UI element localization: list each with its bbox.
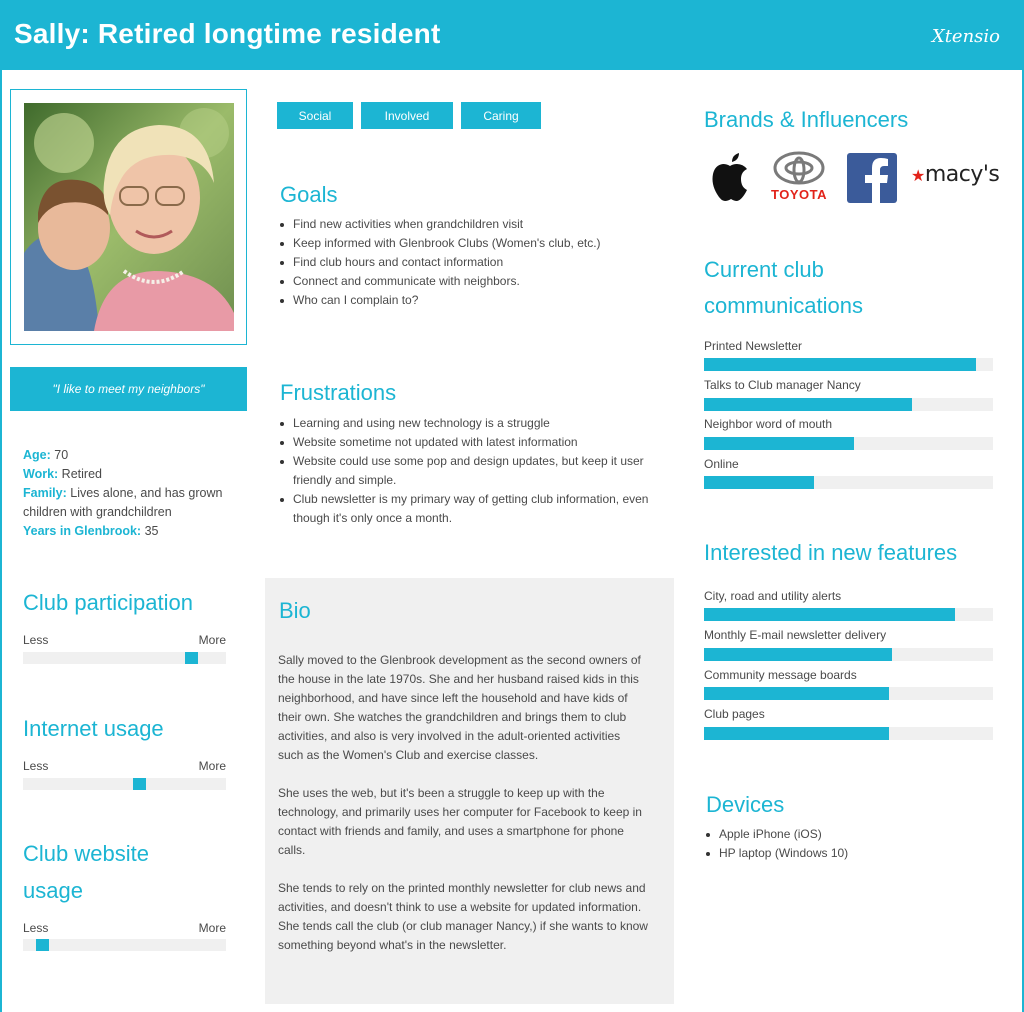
club-participation-track	[23, 652, 226, 664]
communications-title: Current club communications	[704, 257, 863, 318]
fact-age-label: Age:	[23, 448, 51, 462]
internet-usage-title: Internet usage	[23, 716, 164, 741]
bio-text	[278, 651, 648, 974]
club-website-usage-track	[23, 939, 226, 951]
features-title: Interested in new features	[704, 540, 958, 565]
fact-age	[23, 446, 243, 465]
internet-usage-track	[23, 778, 226, 790]
apple-logo-icon	[709, 150, 755, 206]
bio-title: Bio	[279, 598, 311, 623]
fact-years-value: 35	[144, 524, 159, 538]
fact-work-value: Retired	[61, 467, 102, 481]
scale-less-label: Less	[23, 759, 49, 773]
bio-paragraph: She tends to rely on the printed monthly newsletter for club news and activities, and doesn't think to use a website for updated information. She tends call the club (or club manager Nancy,) if she wants to know something beyond what's in the newsletter.	[278, 881, 648, 952]
feature-label-alerts: City, road and utility alerts	[704, 589, 842, 603]
frustrations-title: Frustrations	[280, 380, 397, 405]
goals-list	[277, 215, 667, 310]
list-item: Apple iPhone (iOS)	[703, 825, 983, 844]
list-item: Website could use some pop and design updates, but keep it user friendly and simple.	[277, 452, 669, 490]
comm-label-talks-to-manager: Talks to Club manager Nancy	[704, 378, 861, 392]
scale-less-label: Less	[23, 633, 49, 647]
fact-work-label: Work:	[23, 467, 59, 481]
goals-title: Goals	[280, 182, 338, 207]
comm-bar-fill	[704, 437, 854, 450]
scale-more-label: More	[198, 921, 226, 935]
comm-label-online: Online	[704, 457, 739, 471]
persona-quote: "I like to meet my neighbors"	[10, 367, 247, 411]
brand-logos	[705, 150, 1000, 206]
feature-label-club-pages: Club pages	[704, 707, 765, 721]
macys-star-icon: ★	[911, 166, 925, 185]
fact-family-value: Lives alone, and has grown children with grandchildren	[23, 486, 223, 519]
toyota-logo	[767, 150, 831, 206]
comm-bar-fill	[704, 476, 814, 489]
bio-panel	[265, 578, 674, 1004]
club-participation-knob[interactable]	[185, 652, 198, 664]
scale-more-label: More	[198, 759, 226, 773]
toyota-wordmark: TOYOTA	[771, 187, 827, 202]
facebook-logo-icon	[847, 150, 897, 206]
club-participation-title: Club participation	[23, 590, 193, 615]
persona-facts	[23, 446, 243, 541]
comm-bar-fill	[704, 358, 976, 371]
comm-bar-track	[704, 358, 993, 371]
list-item: Find club hours and contact information	[277, 253, 667, 272]
xtensio-logo[interactable]: Xtensio	[931, 26, 1000, 47]
list-item: Find new activities when grandchildren visit	[277, 215, 667, 234]
frustrations-list	[277, 414, 669, 528]
club-participation-scale	[23, 633, 226, 647]
list-item: Club newsletter is my primary way of getting club information, even though it's only once a month.	[277, 490, 669, 528]
fact-work	[23, 465, 243, 484]
scale-more-label: More	[198, 633, 226, 647]
devices-title: Devices	[706, 792, 785, 817]
comm-label-printed-newsletter: Printed Newsletter	[704, 339, 803, 353]
feature-bar-track	[704, 648, 993, 661]
comm-bar-track	[704, 437, 993, 450]
feature-label-message-boards: Community message boards	[704, 668, 857, 682]
comm-bar-track	[704, 476, 993, 489]
list-item: Keep informed with Glenbrook Clubs (Women's club, etc.)	[277, 234, 667, 253]
feature-bar-track	[704, 727, 993, 740]
feature-label-email-newsletter: Monthly E-mail newsletter delivery	[704, 628, 887, 642]
persona-tags	[277, 102, 541, 129]
bio-paragraph: She uses the web, but it's been a struggle to keep up with the technology, and primarily uses her computer for Facebook to keep in contact with friends and family, and uses a smartphone for phone calls.	[278, 786, 642, 857]
list-item: Website sometime not updated with latest information	[277, 433, 669, 452]
feature-bar-fill	[704, 648, 892, 661]
page-title: Sally: Retired longtime resident	[14, 18, 441, 49]
comm-label-word-of-mouth: Neighbor word of mouth	[704, 417, 833, 431]
fact-years	[23, 522, 243, 541]
list-item: Learning and using new technology is a struggle	[277, 414, 669, 433]
club-website-usage-scale	[23, 921, 226, 935]
comm-bar-fill	[704, 398, 912, 411]
tag-involved: Involved	[361, 102, 453, 129]
feature-bar-fill	[704, 727, 889, 740]
list-item: Who can I complain to?	[277, 291, 667, 310]
devices-list	[703, 825, 983, 863]
tag-social: Social	[277, 102, 353, 129]
macys-logo	[911, 150, 1001, 206]
persona-photo-frame	[10, 89, 247, 345]
scale-less-label: Less	[23, 921, 49, 935]
club-website-usage-title: Club website usage	[23, 841, 149, 903]
fact-family	[23, 484, 243, 522]
fact-years-label: Years in Glenbrook:	[23, 524, 142, 538]
header-bar	[0, 0, 1024, 70]
tag-caring: Caring	[461, 102, 541, 129]
feature-bar-fill	[704, 608, 955, 621]
bio-paragraph: Sally moved to the Glenbrook development as the second owners of the house in the late 1970s. She and her husband raised kids in this neighborhood, and have since left the household and have kids of their own. She watches the grandchildren and brings them to club activities, and also is very involved in the adult-oriented activities such as the Women's Club and exercise classes.	[278, 653, 641, 762]
list-item: Connect and communicate with neighbors.	[277, 272, 667, 291]
brands-title: Brands & Influencers	[704, 107, 909, 132]
list-item: HP laptop (Windows 10)	[703, 844, 983, 863]
feature-bar-track	[704, 608, 993, 621]
feature-bar-fill	[704, 687, 889, 700]
internet-usage-scale	[23, 759, 226, 773]
fact-family-label: Family:	[23, 486, 67, 500]
internet-usage-knob[interactable]	[133, 778, 146, 790]
comm-bar-track	[704, 398, 993, 411]
persona-photo	[24, 103, 234, 331]
macys-wordmark: macy's	[924, 162, 1000, 187]
fact-age-value: 70	[54, 448, 69, 462]
feature-bar-track	[704, 687, 993, 700]
club-website-usage-knob[interactable]	[36, 939, 49, 951]
